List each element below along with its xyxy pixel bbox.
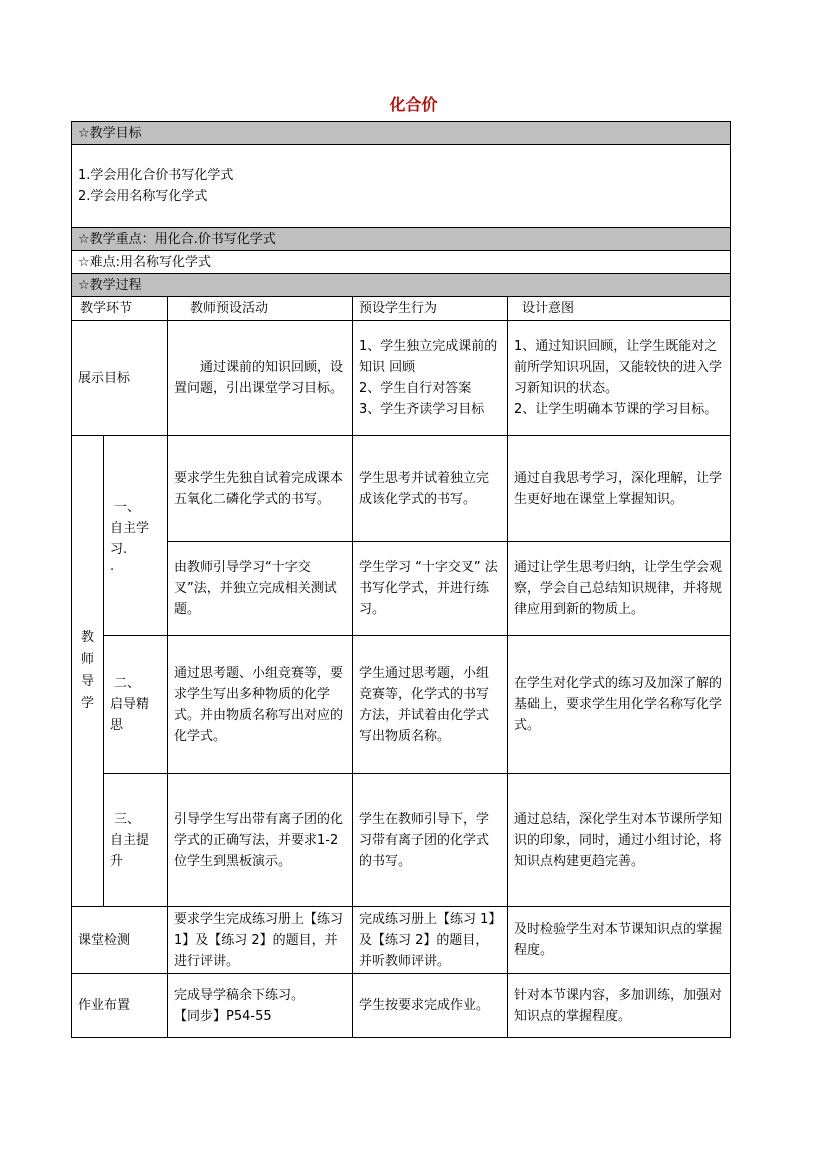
student-line: 2、学生自行对答案: [359, 381, 472, 396]
student-behavior: 学生学习 “十字交叉” 法书写化学式，并进行练习。: [353, 542, 508, 636]
goal-item: 2.学会用名称写化学式: [78, 189, 208, 204]
table-row: [72, 636, 731, 774]
lesson-plan-table: [71, 121, 731, 1038]
teacher-activity: 要求学生完成练习册上【练习 1】及【练习 2】的题目，并进行评讲。: [168, 907, 353, 974]
sub-stage-title: 自主学习.: [110, 521, 150, 557]
goals-section-header: ☆教学目标: [72, 122, 731, 145]
key-point-header: ☆教学重点：用化合.价书写化学式: [72, 228, 731, 251]
design-intent: 通过让学生思考归纳，让学生学会观察，学会自己总结知识规律，并将规律应用到新的物质上。: [508, 542, 731, 636]
col-header-intent: 设计意图: [508, 297, 731, 321]
design-intent: 在学生对化学式的练习及加深了解的基础上，要求学生用化学名称写化学式。: [508, 636, 731, 774]
design-intent: 针对本节课内容，多加训练，加强对知识点的掌握程度。: [508, 974, 731, 1038]
difficulty-row: ☆难点:用名称写化学式: [72, 251, 731, 274]
goal-item: 1.学会用化合价书写化学式: [78, 168, 234, 183]
teacher-text: 通过课前的知识回顾，设置问题，引出课堂学习目标。: [174, 360, 344, 396]
student-behavior: 完成练习册上【练习 1】及【练习 2】的题目，并听教师评讲。: [353, 907, 508, 974]
sub-stage-self-study: [104, 436, 168, 636]
table-row: [72, 774, 731, 907]
table-header-row: [72, 297, 731, 321]
sub-stage-number: 一、: [114, 500, 141, 515]
student-behavior: 学生在教师引导下，学习带有离子团的化学式的书写。: [353, 774, 508, 907]
teacher-activity: 通过思考题、小组竞赛等，要求学生写出多种物质的化学式。并由物质名称写出对应的化学式。: [168, 636, 353, 774]
table-row: [72, 974, 731, 1038]
col-header-student: 预设学生行为: [353, 297, 508, 321]
design-intent: 通过总结，深化学生对本节课所学知识的印象，同时，通过小组讨论，将知识点构建更趋完善。: [508, 774, 731, 907]
col-header-teacher: 教师预设活动: [168, 297, 353, 321]
teacher-activity: [168, 321, 353, 436]
stage-homework: 作业布置: [72, 974, 168, 1038]
guide-label: [72, 436, 104, 907]
student-behavior: 学生通过思考题，小组竞赛等，化学式的书写方法，并试着由化学式写出物质名称。: [353, 636, 508, 774]
table-row: [72, 542, 731, 636]
sub-stage-title: 启导精思: [110, 697, 150, 733]
student-line: 1、学生独立完成课前的知识 回顾: [359, 339, 498, 375]
table-row: [72, 321, 731, 436]
student-behavior: 学生按要求完成作业。: [353, 974, 508, 1038]
teacher-activity: [168, 974, 353, 1038]
intent-line: 1、通过知识回顾，让学生既能对之前所学知识巩固，又能较快的进入学习新知识的状态。: [514, 339, 723, 396]
process-section-header: ☆教学过程: [72, 274, 731, 297]
table-row: [72, 436, 731, 542]
goals-list: [72, 145, 731, 228]
sub-stage-dot: .: [110, 559, 115, 574]
student-behavior: [353, 321, 508, 436]
student-line: 3、学生齐读学习目标: [359, 402, 485, 417]
sub-stage-number: 三、: [114, 811, 141, 827]
stage-check: 课堂检测: [72, 907, 168, 974]
design-intent: 及时检验学生对本节课知识点的掌握程度。: [508, 907, 731, 974]
table-row: [72, 907, 731, 974]
homework-line: 完成导学稿余下练习。: [174, 987, 305, 1003]
sub-stage-title: 自主提升: [110, 832, 150, 869]
sub-stage-inspire: [104, 636, 168, 774]
homework-line: 【同步】P54-55: [174, 1008, 272, 1024]
design-intent: 通过自我思考学习，深化理解，让学生更好地在课堂上掌握知识。: [508, 436, 731, 542]
teacher-activity: 由教师引导学习“十字交叉”法，并独立完成相关测试题。: [168, 542, 353, 636]
stage-show-goal: 展示目标: [72, 321, 168, 436]
sub-stage-improve: [104, 774, 168, 907]
guide-label-text: 教师导学: [80, 630, 94, 711]
col-header-stage: 教学环节: [72, 297, 168, 321]
student-behavior: 学生思考并试着独立完成该化学式的书写。: [353, 436, 508, 542]
page-title: 化合价: [389, 95, 438, 114]
teacher-activity: 要求学生先独自试着完成课本五氧化二磷化学式的书写。: [168, 436, 353, 542]
sub-stage-number: 二、: [114, 676, 141, 691]
teacher-activity: 引导学生写出带有离子团的化学式的正确写法，并要求1-2位学生到黑板演示。: [168, 774, 353, 907]
design-intent: [508, 321, 731, 436]
intent-line: 2、让学生明确本节课的学习目标。: [514, 402, 718, 417]
